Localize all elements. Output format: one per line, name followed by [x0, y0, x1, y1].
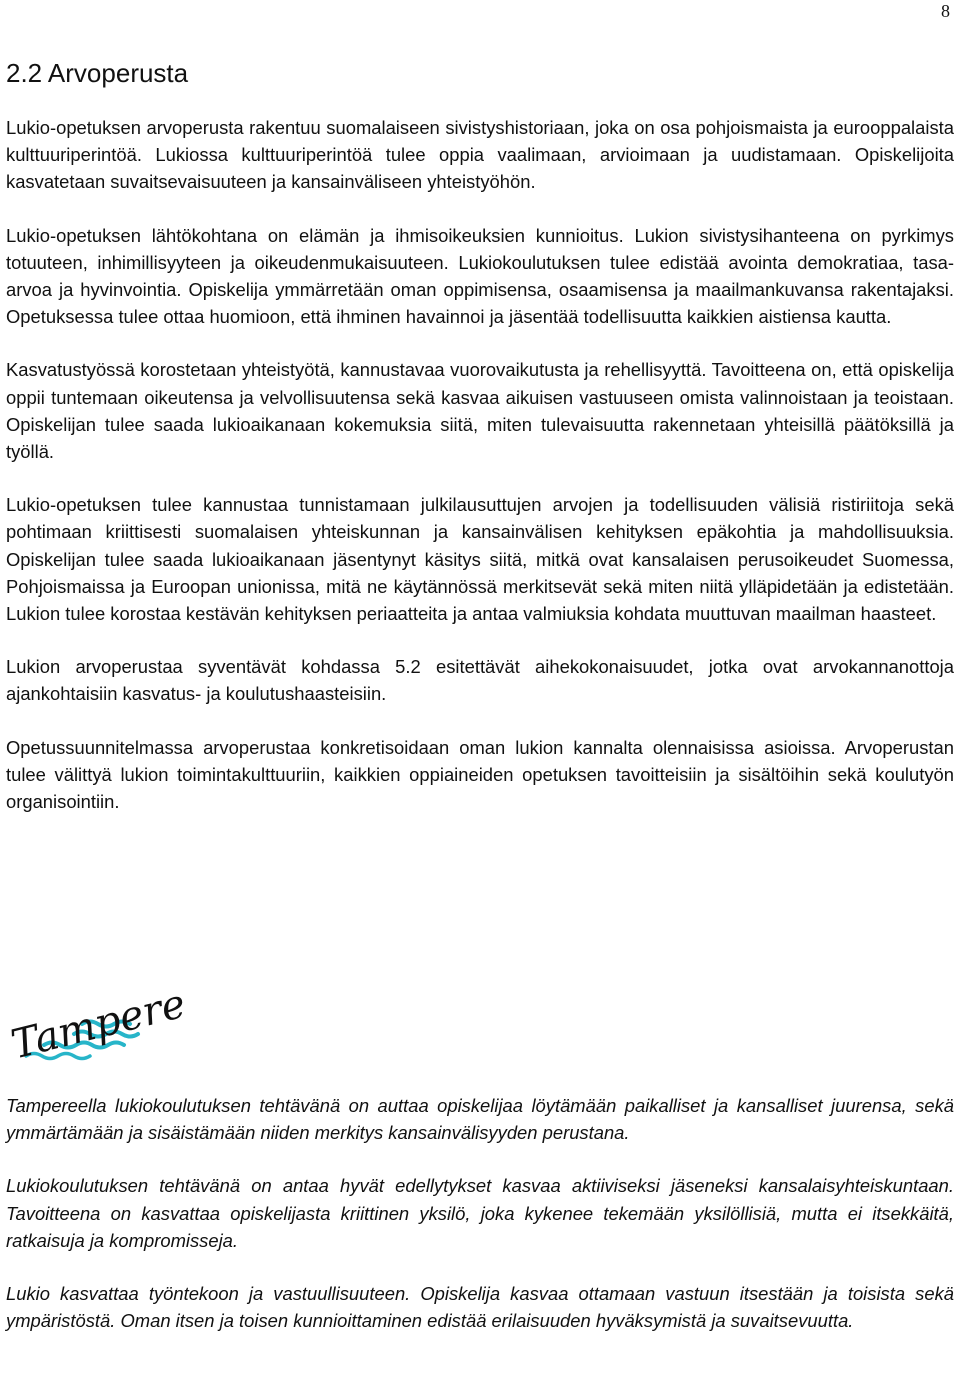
paragraph-5: Lukion arvoperustaa syventävät kohdassa 5.2 esitettävät aihekokonaisuudet, jotka ovat arvokannanottoja ajankohtaisiin kasvatus- ja koulutushaasteisiin. — [6, 656, 954, 705]
logo-wordmark: Tampere — [6, 980, 191, 1069]
body-text — [6, 114, 954, 815]
section-heading: 2.2 Arvoperusta — [6, 58, 189, 88]
tampere-logo — [4, 980, 191, 1070]
tampere-statement — [6, 1092, 954, 1334]
paragraph-2: Lukio-opetuksen lähtökohtana on elämän ja ihmisoikeuksien kunnioitus. Lukion sivistysihanteena on pyrkimys totuuteen, inhimillisyyteen ja oikeudenmukaisuuteen. Lukiokoulutuksen tulee edistää avointa demokratiaa, tasa-arvoa ja hyvinvointia. Opiskelija ymmärretään oman oppimisensa, osaamisensa ja maailmankuvansa rakentajaksi. Opetuksessa tulee ottaa huomioon, että ihminen havainnoi ja jäsentää todellisuutta kaikkien aistiensa kautta. — [6, 224, 954, 328]
page-number: 8 — [941, 1, 950, 21]
paragraph-4: Lukio-opetuksen tulee kannustaa tunnistamaan julkilausuttujen arvojen ja todellisuuden välisiä ristiriitoja sekä pohtimaan kriittisesti suomalaisen yhteiskunnan ja kansainvälisen kehityksen epäkohtia ja mahdollisuuksia. Opiskelijan tulee saada lukioaikanaan jäsentynyt käsitys siitä, mitkä ovat kansalaisen perusoikeudet Suomessa, Pohjoismaissa ja Euroopan unionissa, mitä ne käytännössä merkitsevät sekä miten niitä ylläpidetään ja edistetään. Lukion tulee korostaa kestävän kehityksen periaatteita ja antaa valmiuksia kohdata muuttuvan maailman haasteet. — [6, 494, 954, 625]
paragraph-1: Lukio-opetuksen arvoperusta rakentuu suomalaiseen sivistyshistoriaan, joka on osa pohjoismaista ja eurooppalaista kulttuuriperintöä. Lukiossa kulttuuriperintöä tulee oppia vaalimaan, arvioimaan ja uudistamaan. Opiskelijoita kasvatetaan suvaitsevaisuuteen ja kansainväliseen yhteistyöhön. — [6, 117, 954, 193]
italic-paragraph-1: Tampereella lukiokoulutuksen tehtävänä on auttaa opiskelijaa löytämään paikalliset ja kansalliset juurensa, sekä ymmärtämään ja sisäistämään niiden merkitys kansainvälisyyden perustana. — [6, 1095, 954, 1144]
paragraph-6: Opetussuunnitelmassa arvoperustaa konkretisoidaan oman lukion kannalta olennaisissa asioissa. Arvoperustan tulee välittyä lukion toimintakulttuuriin, kaikkien oppiaineiden opetuksen tavoitteisiin ja sisältöihin sekä koulutyön organisointiin. — [6, 736, 954, 813]
italic-paragraph-3: Lukio kasvattaa työntekoon ja vastuullisuuteen. Opiskelija kasvaa ottamaan vastuun itsestään ja toisista sekä ympäristöstä. Oman itsen ja toisen kunnioittaminen edistää erilaisuuden hyväksymistä ja suvaitsevuutta. — [6, 1283, 954, 1332]
paragraph-3: Kasvatustyössä korostetaan yhteistyötä, kannustavaa vuorovaikutusta ja rehellisyyttä. Tavoitteena on, että opiskelija oppii tuntemaan oikeutensa ja velvollisuutensa sekä kasvaa aikuisen vastuuseen omista valinnoistaan ja teoistaan. Opiskelijan tulee saada lukioaikanaan kokemuksia siitä, miten tulevaisuutta rakennetaan yhteisillä päätöksillä ja työllä. — [6, 359, 954, 463]
italic-paragraph-2: Lukiokoulutuksen tehtävänä on antaa hyvät edellytykset kasvaa aktiiviseksi jäseneksi kansalaisyhteiskuntaan. Tavoitteena on kasvattaa opiskelijasta kriittinen yksilö, joka kykenee tekemään yksilöllisiä, mutta ei itsekkäitä, ratkaisuja ja kompromisseja. — [6, 1175, 954, 1251]
